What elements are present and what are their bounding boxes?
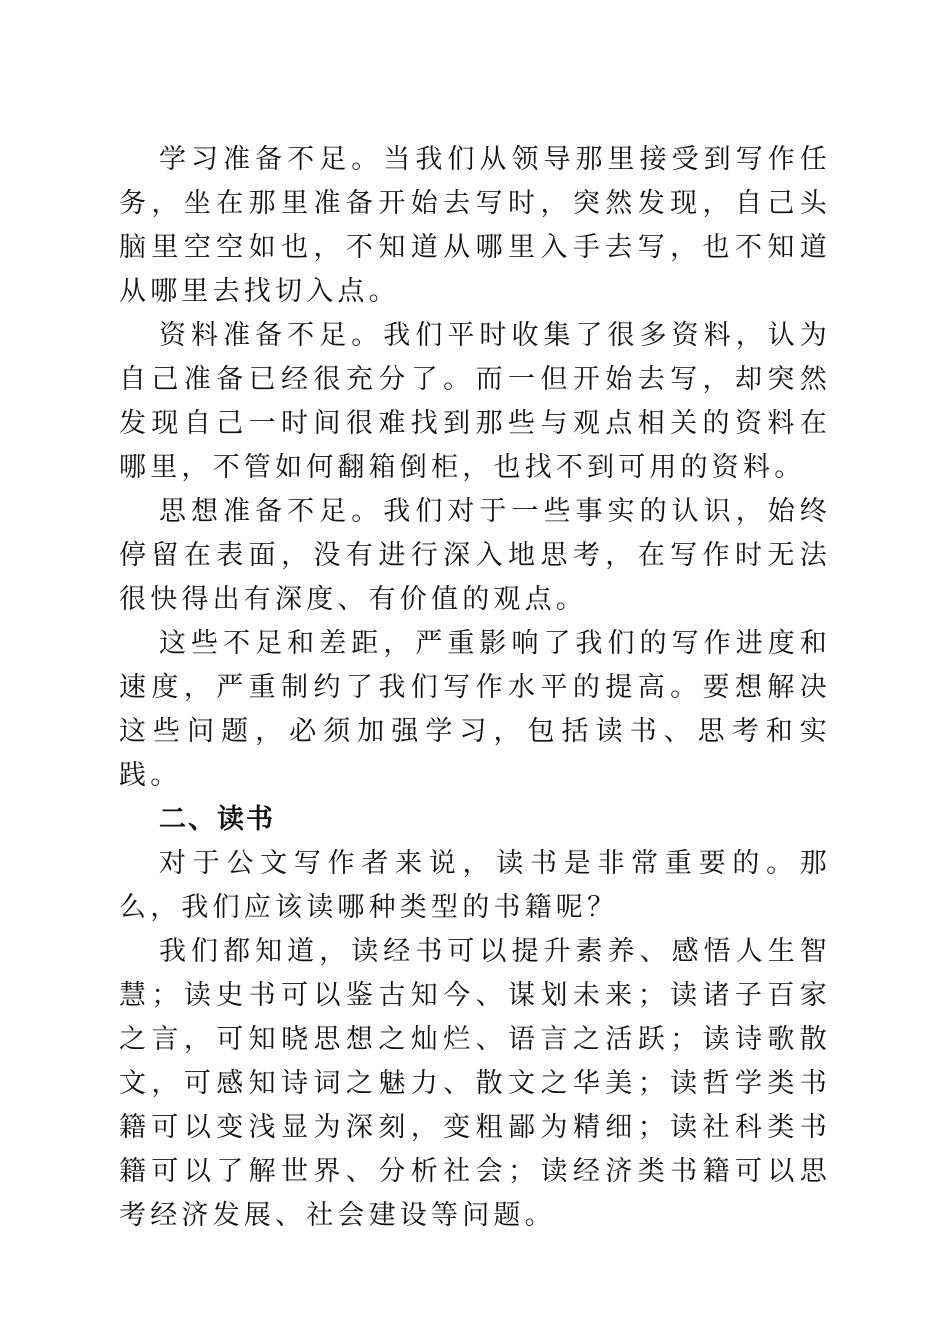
document-body xyxy=(119,138,831,1238)
paragraph-study-preparation: 学习准备不足。当我们从领导那里接受到写作任务，坐在那里准备开始去写时，突然发现，自己头脑里空空如也，不知道从哪里入手去写，也不知道从哪里去找切入点。 xyxy=(119,144,831,307)
paragraph-reading-types: 我们都知道，读经书可以提升素养、感悟人生智慧；读史书可以鉴古知今、谋划未来；读诸子百家之言，可知晓思想之灿烂、语言之活跃；读诗歌散文，可感知诗词之魅力、散文之华美；读哲学类书籍可以变浅显为深刻，变粗鄙为精细；读社科类书籍可以了解世界、分析社会；读经济类书籍可以思考经济发展、社会建设等问题。 xyxy=(119,936,831,1231)
paragraph-reading-importance: 对于公文写作者来说，读书是非常重要的。那么，我们应该读哪种类型的书籍呢？ xyxy=(119,848,831,923)
paragraph-thought-preparation: 思想准备不足。我们对于一些事实的认识，始终停留在表面，没有进行深入地思考，在写作时无法很快得出有深度、有价值的观点。 xyxy=(119,496,831,615)
section-heading: 二、读书 xyxy=(159,804,275,835)
paragraph-summary: 这些不足和差距，严重影响了我们的写作进度和速度，严重制约了我们写作水平的提高。要想解决这些问题，必须加强学习，包括读书、思考和实践。 xyxy=(119,628,831,791)
paragraph-material-preparation: 资料准备不足。我们平时收集了很多资料，认为自己准备已经很充分了。而一但开始去写，却突然发现自己一时间很难找到那些与观点相关的资料在哪里，不管如何翻箱倒柜，也找不到可用的资料。 xyxy=(119,320,831,483)
